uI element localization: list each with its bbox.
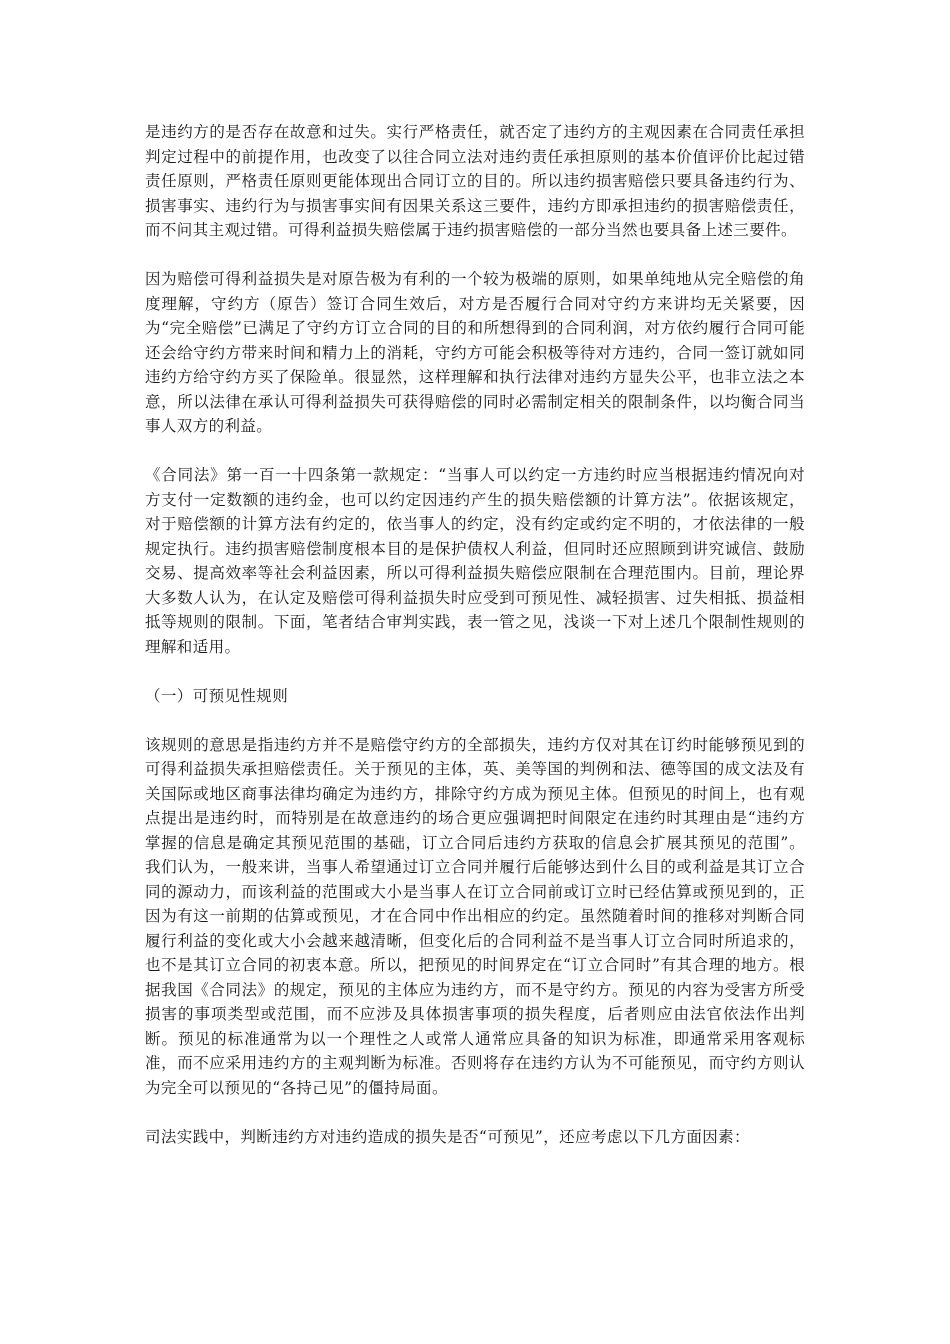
- section-heading-foreseeability: （一）可预见性规则: [145, 686, 289, 705]
- paragraph-foreseeability-rule: 该规则的意思是指违约方并不是赔偿守约方的全部损失，违约方仅对其在订约时能够预见到的可得利益损失承担赔偿责任。关于预见的主体，英、美等国的判例和法、德等国的成文法及有关国际或地区商事法律均确定为违约方，排除守约方成为预见主体。但预见的时间上，也有观点提出是违约时，而特别是在故意违约的场合更应强调把时间限定在违约时其理由是“违约方掌握的信息是确定其预见范围的基础，订立合同后违约方获取的信息会扩展其预见的范围”。我们认为，一般来讲，当事人希望通过订立合同并履行后能够达到什么目的或利益是其订立合同的源动力，而该利益的范围或大小是当事人在订立合同前或订立时已经估算或预见到的，正因为有这一前期的估算或预见，才在合同中作出相应的约定。虽然随着时间的推移对判断合同履行利益的变化或大小会越来越清晰，但变化后的合同利益不是当事人订立合同时所追求的，也不是其订立合同的初衷本意。所以，把预见的时间界定在“订立合同时”有其合理的地方。根据我国《合同法》的规定，预见的主体应为违约方，而不是守约方。预见的内容为受害方所受损害的事项类型或范围，而不应涉及具体损害事项的损失程度，后者则应由法官依法作出判断。预见的标准通常为以一个理性之人或常人通常应具备的知识为标准，即通常采用客观标准，而不应采用违约方的主观判断为标准。否则将存在违约方认为不可能预见，而守约方则认为完全可以预见的“各持己见”的僵持局面。: [145, 735, 805, 1097]
- paragraph-full-compensation: 因为赔偿可得利益损失是对原告极为有利的一个较为极端的原则，如果单纯地从完全赔偿的角度理解，守约方（原告）签订合同生效后，对方是否履行合同对守约方来讲均无关紧要，因为“完全赔偿”已满足了守约方订立合同的目的和所想得到的合同利润，对方依约履行合同可能还会给守约方带来时间和精力上的消耗，守约方可能会积极等待对方违约，合同一签订就如同违约方给守约方买了保险单。很显然，这样理解和执行法律对违约方显失公平，也非立法之本意，所以法律在承认可得利益损失可获得赔偿的同时必需制定相关的限制条件，以均衡合同当事人双方的利益。: [145, 270, 805, 435]
- paragraph-strict-liability: 是违约方的是否存在故意和过失。实行严格责任，就否定了违约方的主观因素在合同责任承担判定过程中的前提作用，也改变了以往合同立法对违约责任承担原则的基本价值评价比起过错责任原则，严格责任原则更能体现出合同订立的目的。所以违约损害赔偿只要具备违约行为、损害事实、违约行为与损害事实间有因果关系这三要件，违约方即承担违约的损害赔偿责任，而不问其主观过错。可得利益损失赔偿属于违约损害赔偿的一部分当然也要具备上述三要件。: [145, 123, 805, 239]
- paragraph-contract-law-article: 《合同法》第一百一十四条第一款规定：“当事人可以约定一方违约时应当根据违约情况向对方支付一定数额的违约金，也可以约定因违约产生的损失赔偿额的计算方法”。依据该规定，对于赔偿额的计算方法有约定的，依当事人的约定，没有约定或约定不明的，才依法律的一般规定执行。违约损害赔偿制度根本目的是保护债权人利益，但同时还应照顾到讲究诚信、鼓励交易、提高效率等社会利益因素，所以可得利益损失赔偿应限制在合理范围内。目前，理论界大多数人认为，在认定及赔偿可得利益损失时应受到可预见性、减轻损害、过失相抵、损益相抵等规则的限制。下面，笔者结合审判实践，表一管之见，浅谈一下对上述几个限制性规则的理解和适用。: [145, 466, 805, 656]
- document-body: [145, 120, 805, 1174]
- paragraph-judicial-practice: 司法实践中，判断违约方对违约造成的损失是否“可预见”，还应考虑以下几方面因素：: [145, 1127, 750, 1146]
